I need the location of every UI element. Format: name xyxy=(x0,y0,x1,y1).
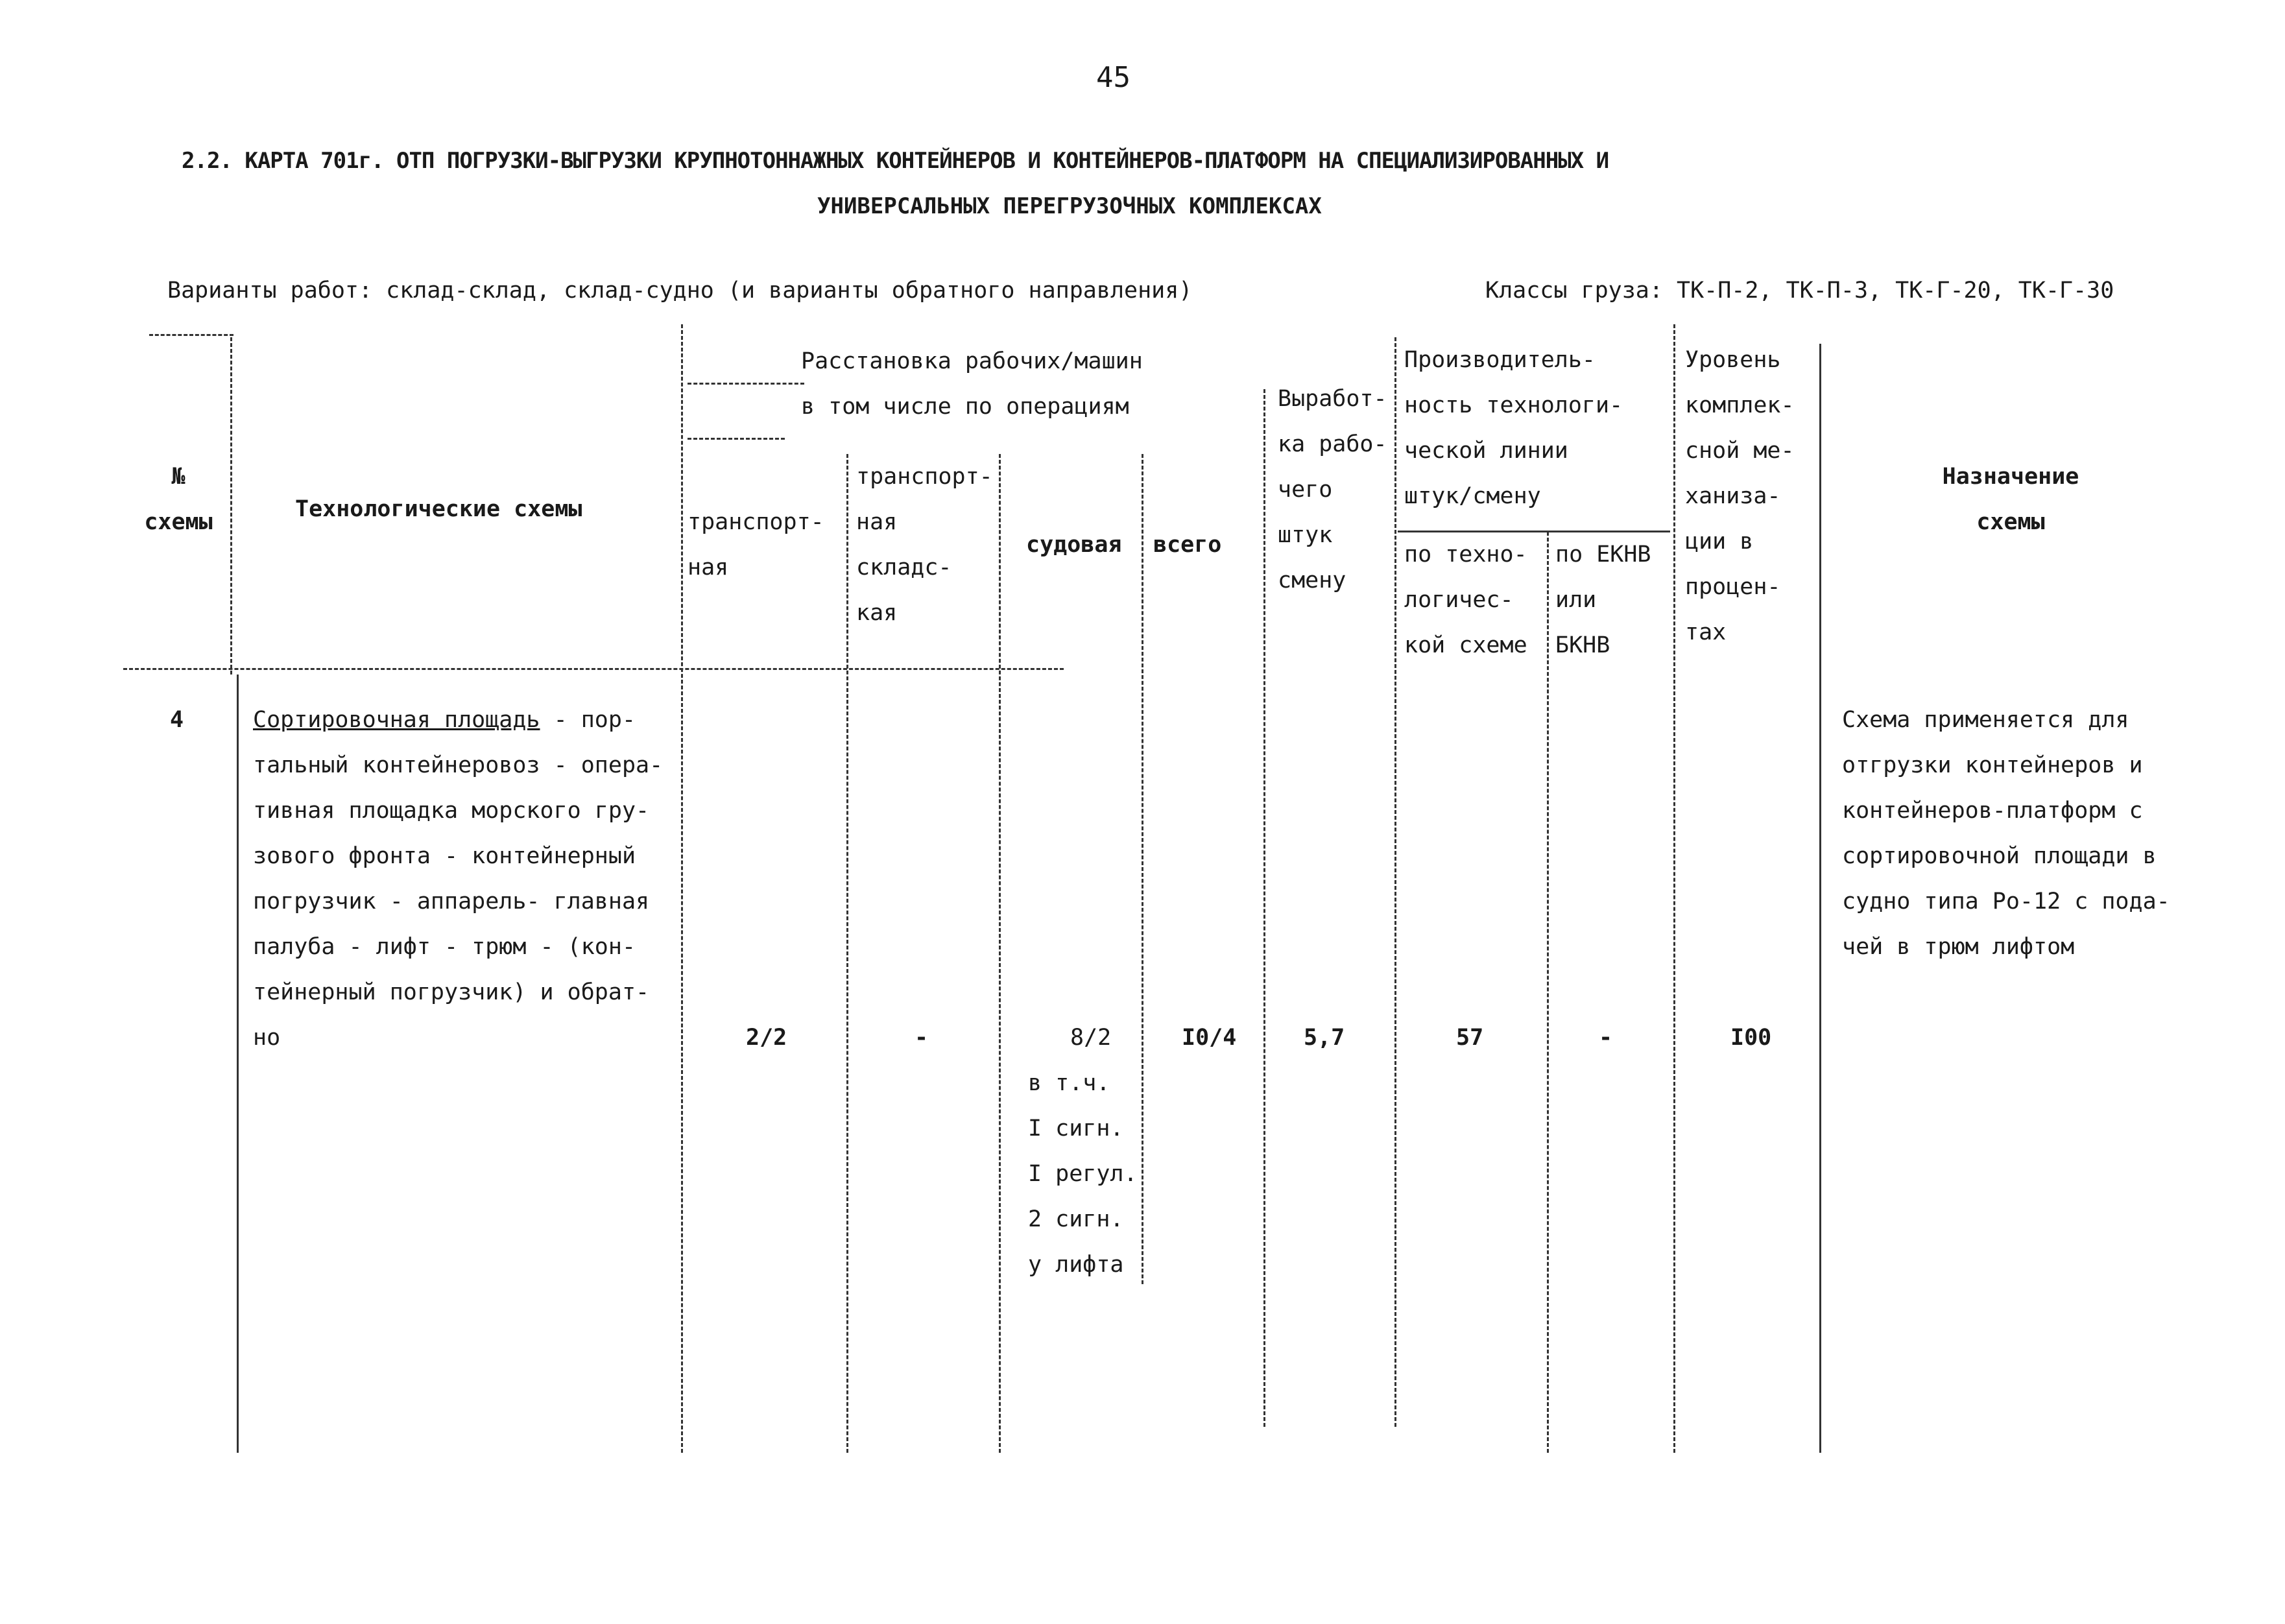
header-ship: судовая xyxy=(1026,532,1122,558)
col-divider-1 xyxy=(230,337,232,675)
col-divider-5 xyxy=(1142,454,1143,1284)
table-top-stub xyxy=(149,334,233,336)
header-scheme-no: № схемы xyxy=(144,464,213,535)
row-tech-scheme xyxy=(253,697,675,1060)
header-productivity: Производитель- ность технологи- ческой линии штук/смену xyxy=(1404,347,1623,509)
row-ship-detail: в т.ч. I сигн. I регул. 2 сигн. у лифта xyxy=(1028,1070,1138,1278)
header-purpose: Назначение схемы xyxy=(1942,464,2079,535)
col-divider-3 xyxy=(846,454,848,1453)
header-sub-rule-2 xyxy=(688,438,785,440)
col-divider-8 xyxy=(1547,532,1549,1453)
col-divider-10 xyxy=(1819,344,1821,1453)
header-total: всего xyxy=(1153,532,1222,558)
header-transport-warehouse: транспорт- ная складс- кая xyxy=(856,464,993,626)
row-transport-warehouse: - xyxy=(915,1025,929,1051)
header-output: Выработ- ка рабо- чего штук смену xyxy=(1278,386,1387,593)
col-divider-6 xyxy=(1263,389,1265,1427)
row-ship: 8/2 xyxy=(1070,1025,1112,1051)
row-output: 5,7 xyxy=(1304,1025,1345,1051)
col-divider-4 xyxy=(999,454,1001,1453)
row-total: I0/4 xyxy=(1182,1025,1237,1051)
header-by-tech-scheme: по техно- логичес- кой схеме xyxy=(1404,542,1527,658)
header-tech-schemes: Технологические схемы xyxy=(295,496,582,522)
document-title-line1: 2.2. КАРТА 701г. ОТП ПОГРУЗКИ-ВЫГРУЗКИ КРУПНОТОННАЖНЫХ КОНТЕЙНЕРОВ И КОНТЕЙНЕРОВ-ПЛАТФОРМ НА СПЕЦИАЛИЗИРОВАННЫХ И xyxy=(182,148,1609,174)
header-placement-line1: Расстановка рабочих/машин xyxy=(801,348,1143,374)
col-divider-7 xyxy=(1394,337,1396,1427)
header-placement-line2: в том числе по операциям xyxy=(801,394,1129,420)
document-title-line2: УНИВЕРСАЛЬНЫХ ПЕРЕГРУЗОЧНЫХ КОМПЛЕКСАХ xyxy=(817,193,1322,219)
row-transport: 2/2 xyxy=(746,1025,787,1051)
header-mechanization: Уровень комплек- сной ме- ханиза- ции в процен- тах xyxy=(1685,347,1795,645)
row-scheme-no: 4 xyxy=(170,707,184,733)
row-tech-scheme-underlined: Сортировочная площадь xyxy=(253,707,540,733)
row-tech-scheme-rest: - пор- тальный контейнеровоз - опера- тивная площадка морского гру- зового фронта - контейнерный погрузчик - аппарель- главная палуба - лифт - трюм - (кон- тейнерный погрузчик) и обрат- но xyxy=(253,707,664,1051)
page-number: 45 xyxy=(1096,61,1131,94)
row-mechanization: I00 xyxy=(1730,1025,1772,1051)
header-by-eknv: по ЕКНВ или БКНВ xyxy=(1555,542,1651,658)
header-bottom-rule xyxy=(123,668,1064,670)
work-variants: Варианты работ: склад-склад, склад-судно (и варианты обратного направления) xyxy=(167,278,1193,304)
header-sub-rule-1 xyxy=(688,383,804,385)
row-by-eknv: - xyxy=(1599,1025,1613,1051)
row-by-tech-scheme: 57 xyxy=(1456,1025,1484,1051)
row-purpose: Схема применяется для отгрузки контейнеров и контейнеров-платформ с сортировочной площади в судно типа Ро-12 с пода- чей в трюм лифтом xyxy=(1842,707,2170,960)
cargo-classes: Классы груза: ТК-П-2, ТК-П-3, ТК-Г-20, ТК-Г-30 xyxy=(1485,278,2114,304)
col-divider-9 xyxy=(1673,324,1675,1453)
col-divider-1b xyxy=(237,675,239,1453)
header-transport: транспорт- ная xyxy=(688,509,824,580)
col-divider-2 xyxy=(681,324,683,1453)
